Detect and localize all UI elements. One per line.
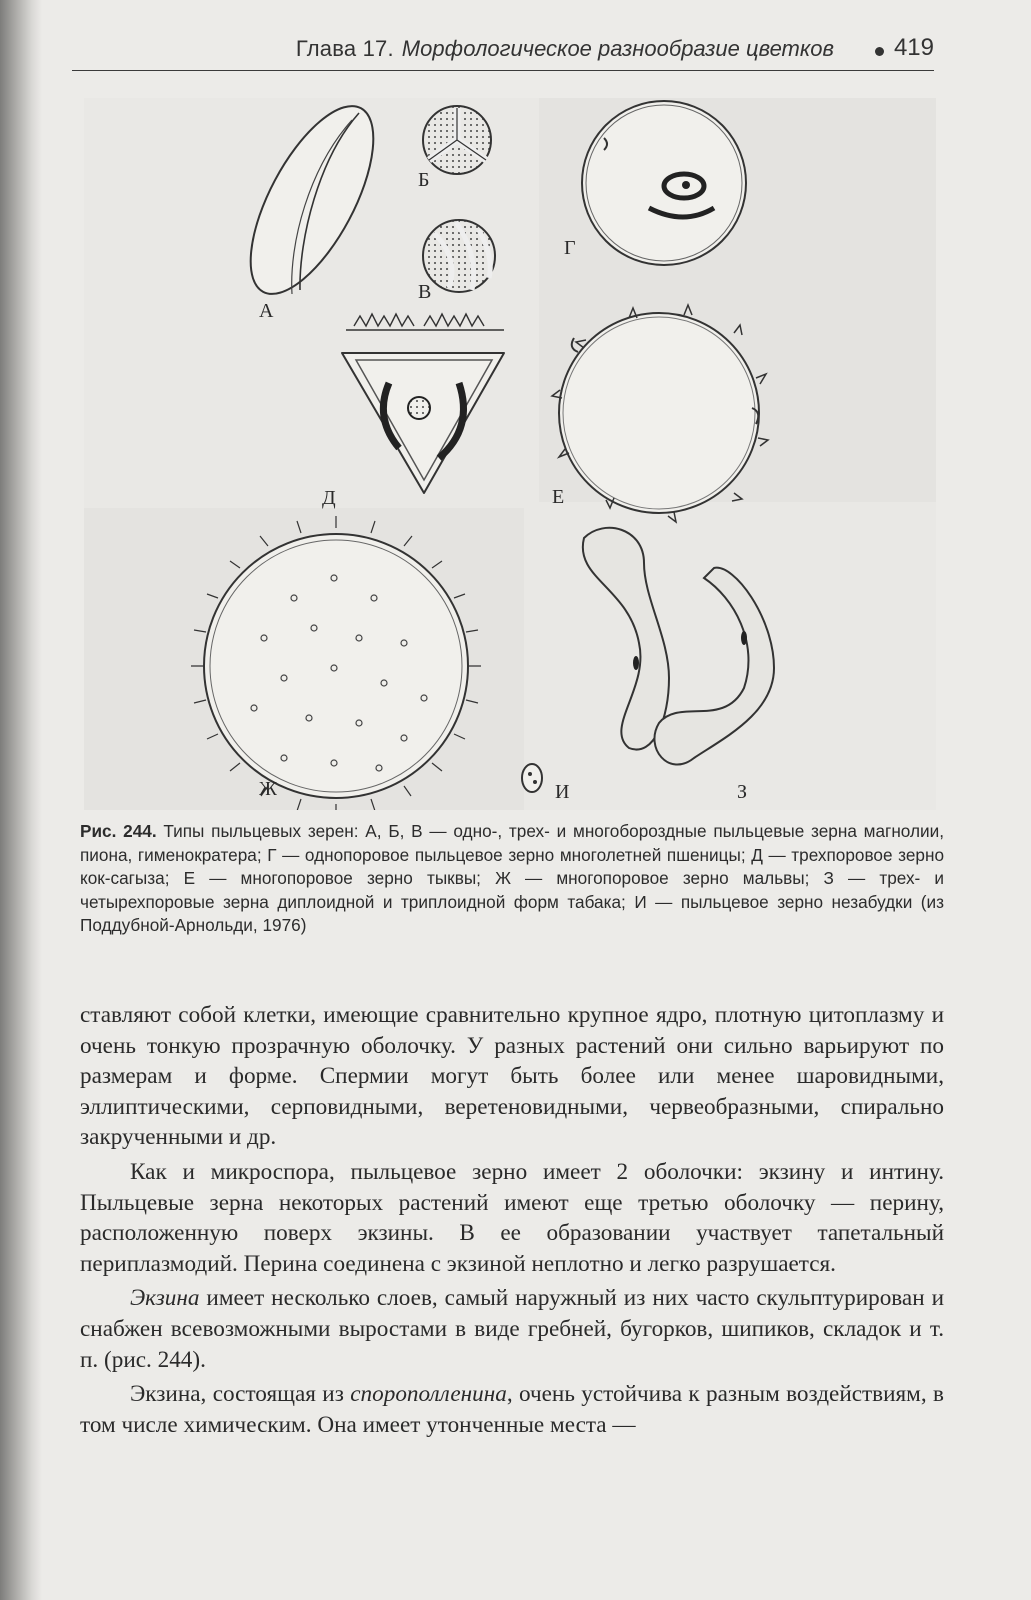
paragraph-4 (80, 1379, 944, 1440)
grain-v (423, 220, 495, 292)
figure-letter-z: З (737, 781, 748, 803)
running-header (72, 34, 934, 71)
figure-letter-i: И (555, 781, 570, 803)
header-text (296, 36, 834, 62)
pollen-illustrations (84, 98, 936, 810)
grain-g (582, 101, 746, 265)
figure-letter-v: В (418, 281, 432, 303)
grain-b (423, 106, 491, 174)
figure-letter-a: А (259, 300, 274, 322)
header-bullet (875, 47, 884, 56)
page-binding-shadow (0, 0, 42, 1600)
paragraph-1: ставляют собой клетки, имеющие сравнительно крупное ядро, плотную цитоплазму и очень тонкую прозрачную оболочку. У разных растений они сильно варьируют по размерам и форме. Спермии могут быть более или менее шаровидными, эллиптическими, серповидными, веретеновидными, червеобразными, спирально закрученными и др. (80, 1002, 944, 1151)
header-title: Морфологическое разнообразие цветков (401, 36, 834, 61)
figure-caption (80, 820, 944, 938)
paragraph-4-text: , очень устойчива к разным воздействиям, в том числе химическим. Она имеет утонченные места — (80, 1381, 944, 1438)
figure-letter-e: Е (552, 486, 565, 508)
figure-letter-b: Б (418, 169, 430, 191)
figure-letter-zh: Ж (259, 778, 277, 800)
paragraph-3 (80, 1283, 944, 1375)
paragraph-3-text: имеет несколько слоев, самый наружный из них часто скульптурирован и снабжен всевозможными выростами в виде гребней, бугорков, шипиков, складок и т. п. (рис. 244). (80, 1285, 944, 1373)
header-chapter: Глава 17. (295, 36, 394, 61)
grain-i (522, 764, 542, 792)
caption-text: Типы пыльцевых зерен: А, Б, В — одно-, трех- и многобороздные пыльцевые зерна магнолии, пиона, гименократера; Г — однопоровое пыльцевое зерно многолетней пшеницы; Д — трехпоровое зерно кок-сагыза; Е — многопоровое зерно тыквы; Ж — многопоровое зерно мальвы; З — трех- и четырехпоровые зерна диплоидной и триплоидной форм табака; И — пыльцевое зерно незабудки (из Поддубной-Арнольди, 1976) (80, 821, 944, 936)
term-sporopollenin: спорополленина (350, 1381, 507, 1408)
paragraph-4-start: Экзина, состоящая из (130, 1381, 351, 1408)
figure-letter-g: Г (564, 237, 576, 259)
term-exine: Экзина (130, 1285, 200, 1312)
pollen-figure (84, 98, 936, 810)
page-number: 419 (893, 34, 934, 61)
body-text (80, 1000, 944, 1444)
figure-letter-d: Д (322, 487, 336, 509)
paragraph-2: Как и микроспора, пыльцевое зерно имеет 2 оболочки: экзину и интину. Пыльцевые зерна некоторых растений имеют еще третью оболочку — перину, расположенную поверх экзины. В ее образовании участвует тапетальный периплазмодий. Перина соединена с экзиной неплотно и легко разрушается. (80, 1158, 944, 1277)
caption-label: Рис. 244. (80, 821, 157, 841)
